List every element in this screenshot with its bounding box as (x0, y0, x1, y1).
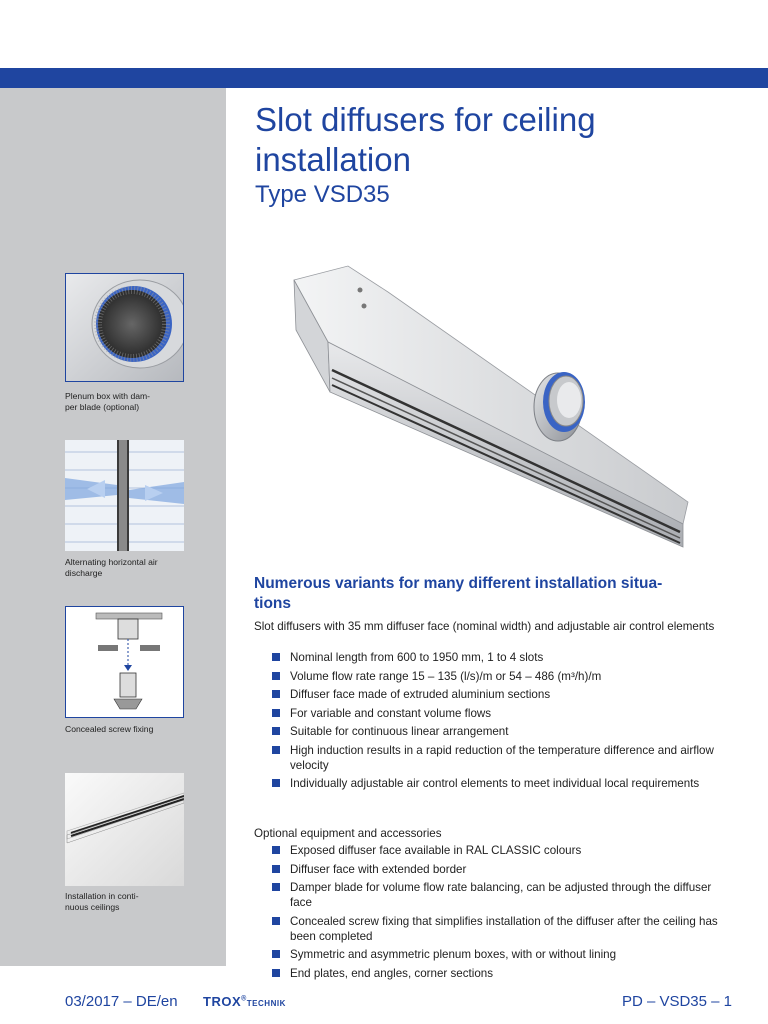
bullet-square-icon (272, 917, 280, 925)
horizontal-discharge-image (65, 440, 184, 551)
bullet-square-icon (272, 746, 280, 754)
list-item: Damper blade for volume flow rate balancing, can be adjusted through the diffuser face (272, 880, 722, 910)
header-blue-bar (0, 68, 768, 88)
bullet-square-icon (272, 672, 280, 680)
product-type: Type VSD35 (255, 181, 390, 208)
optional-list (272, 843, 722, 984)
page-title (255, 100, 596, 180)
list-item: Exposed diffuser face available in RAL CLASSIC colours (272, 843, 722, 858)
slot-diffuser-product-image (288, 262, 708, 552)
title-line-1: Slot diffusers for ceiling (255, 101, 596, 138)
footer-date-language: 03/2017 – DE/en (65, 993, 178, 1010)
title-line-2: installation (255, 141, 411, 178)
bullet-square-icon (272, 883, 280, 891)
bullet-square-icon (272, 779, 280, 787)
list-item: Individually adjustable air control elements to meet individual local requirements (272, 776, 722, 791)
list-item: Diffuser face with extended border (272, 862, 722, 877)
list-item: End plates, end angles, corner sections (272, 966, 722, 981)
bullet-square-icon (272, 950, 280, 958)
bullet-square-icon (272, 727, 280, 735)
caption-continuous-ceilings: Installation in conti- nuous ceilings (65, 891, 139, 912)
bullet-square-icon (272, 709, 280, 717)
caption-screw-fixing: Concealed screw fixing (65, 724, 154, 734)
screw-fixing-image (65, 606, 184, 718)
list-item: For variable and constant volume flows (272, 706, 722, 721)
bullet-square-icon (272, 969, 280, 977)
caption-horizontal-discharge: Alternating horizontal air discharge (65, 557, 158, 578)
footer-page-reference: PD – VSD35 – 1 (621, 993, 732, 1010)
bullet-square-icon (272, 690, 280, 698)
list-item: Nominal length from 600 to 1950 mm, 1 to 4 slots (272, 650, 722, 665)
plenum-box-image (65, 273, 184, 382)
list-item: High induction results in a rapid reduction of the temperature difference and airflow velocity (272, 743, 722, 773)
list-item: Suitable for continuous linear arrangement (272, 724, 722, 739)
features-list (272, 650, 722, 795)
list-item: Diffuser face made of extruded aluminium sections (272, 687, 722, 702)
optional-heading: Optional equipment and accessories (254, 827, 442, 840)
continuous-ceiling-image (65, 773, 184, 886)
list-item: Concealed screw fixing that simplifies installation of the diffuser after the ceiling has been completed (272, 914, 722, 944)
list-item: Volume flow rate range 15 – 135 (l/s)/m or 54 – 486 (m³/h)/m (272, 669, 722, 684)
caption-plenum-box: Plenum box with dam- per blade (optional) (65, 391, 151, 412)
bullet-square-icon (272, 865, 280, 873)
section-heading: Numerous variants for many different installation situa- tions (254, 575, 663, 612)
bullet-square-icon (272, 846, 280, 854)
intro-paragraph: Slot diffusers with 35 mm diffuser face (nominal width) and adjustable air control elements (254, 620, 715, 633)
trox-technik-logo: TROX®TECHNIK (203, 994, 286, 1009)
list-item: Symmetric and asymmetric plenum boxes, with or without lining (272, 947, 722, 962)
bullet-square-icon (272, 653, 280, 661)
